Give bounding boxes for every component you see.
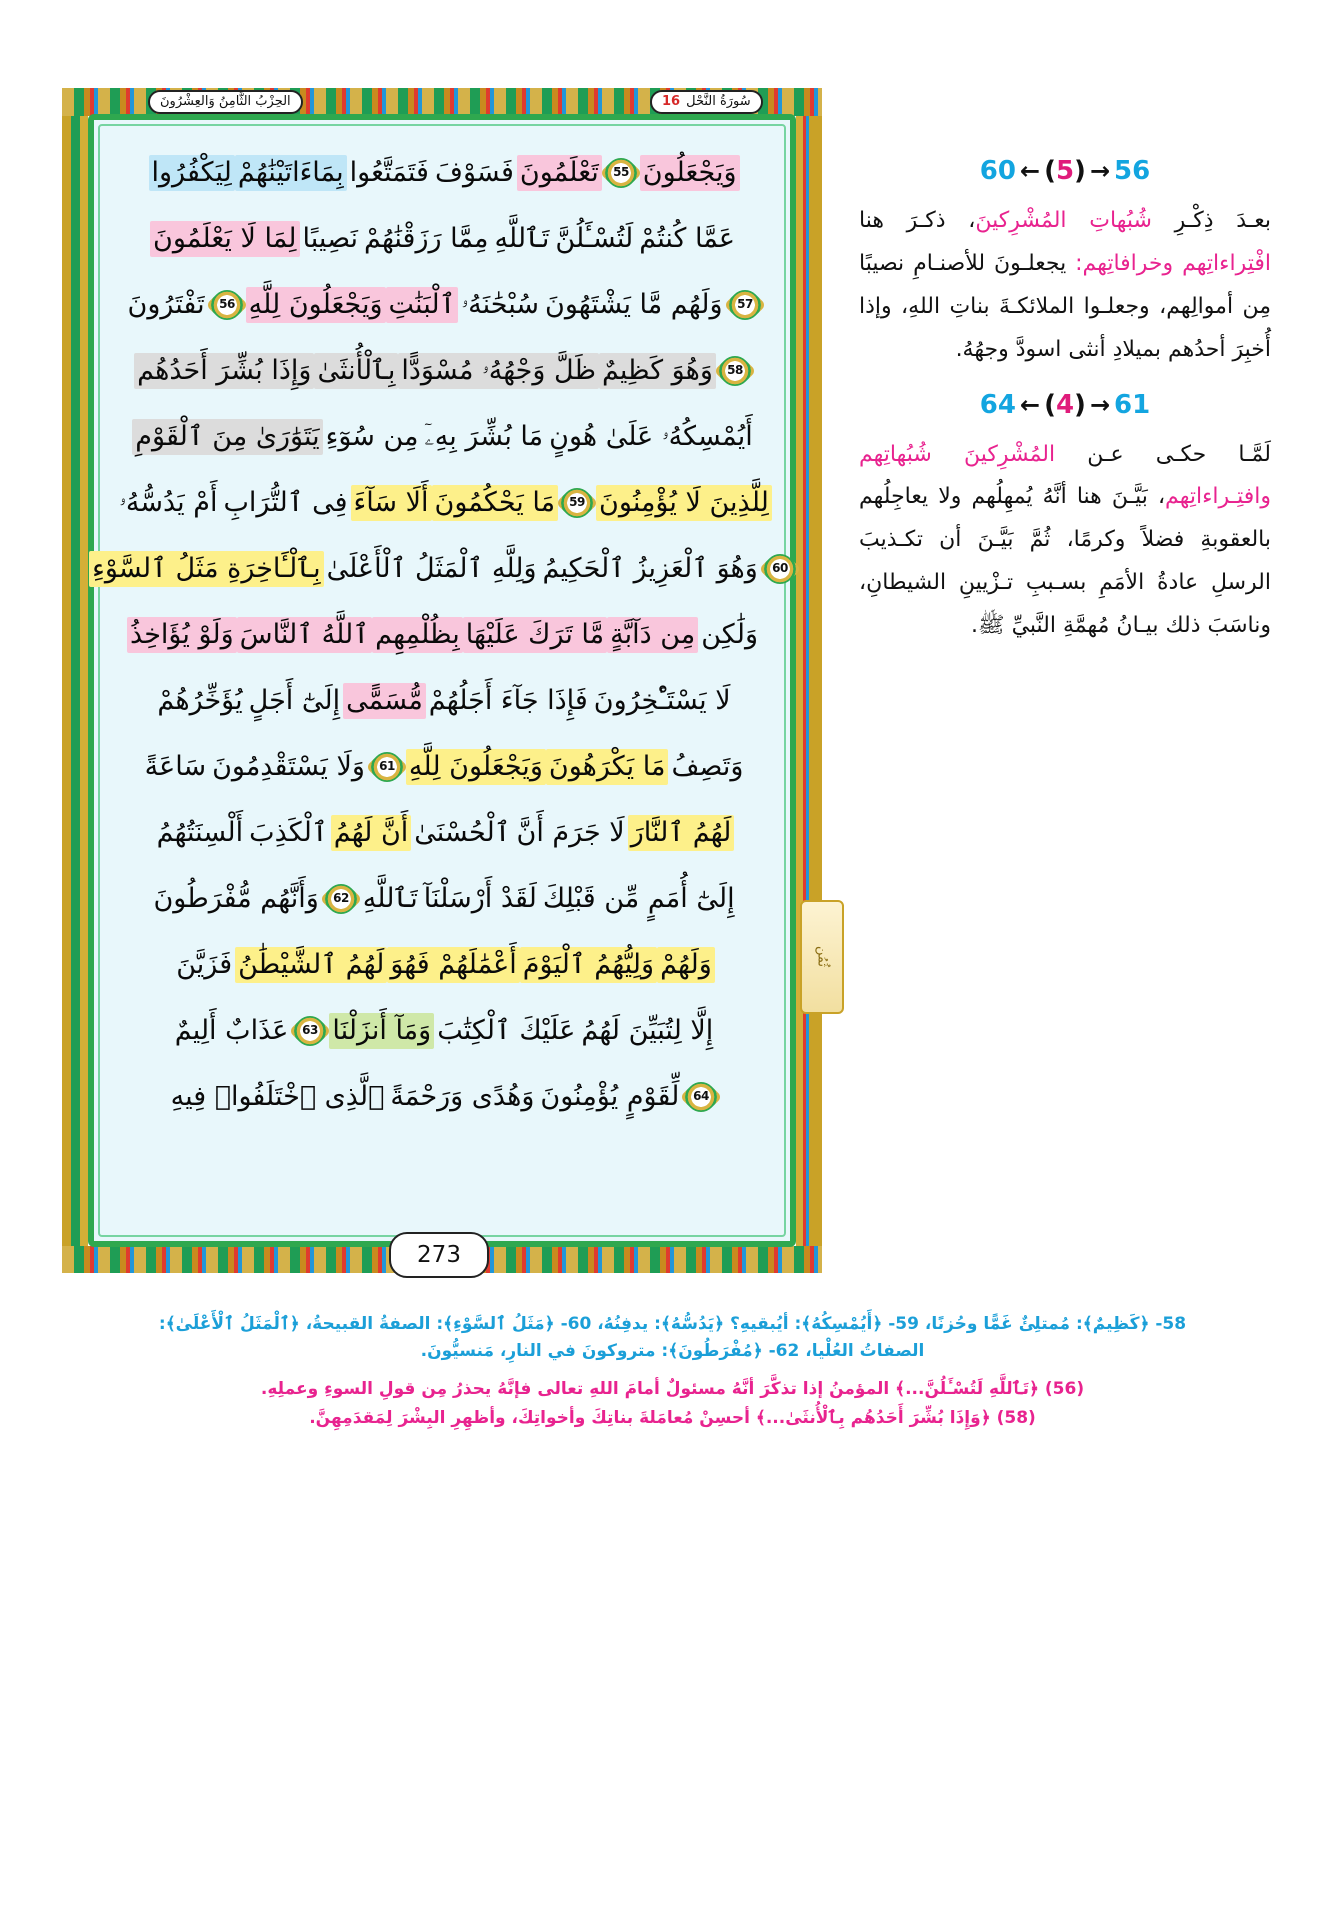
quran-segment: مِمَّا رَزَقْنَٰهُمْ bbox=[364, 223, 489, 255]
arrow-right-icon: → bbox=[1089, 390, 1111, 419]
quran-segment: لَا يَسْتَـْٔخِرُونَ bbox=[593, 685, 731, 717]
quran-segment: فَإِذَا جَآءَ أَجَلُهُمْ bbox=[428, 685, 588, 717]
quran-line bbox=[112, 470, 776, 536]
quran-segment: وَتَصِفُ bbox=[671, 751, 744, 783]
ayah-number-marker: 60 bbox=[759, 548, 801, 590]
quran-line bbox=[112, 338, 776, 404]
guidance-note-line: (56) ﴿تَٱللَّهِ لَتُسْـَٔلُنَّ...﴾ المؤمنُ إذا تذكَّرَ أنَّهُ مسئولٌ أمامَ اللهِ تعالى فإنَّهُ يحذرُ مِن قولِ السوءِ وعملِهِ. bbox=[260, 1379, 1085, 1400]
quran-line bbox=[112, 404, 776, 470]
range-from: 56 bbox=[1114, 156, 1151, 186]
quran-segment: عَلَيْكَ ٱلْكِتَٰبَ bbox=[437, 1015, 576, 1047]
quran-segment: تَٱللَّهِ bbox=[494, 223, 550, 255]
commentary-block bbox=[859, 156, 1271, 372]
quran-segment: بِٱلْـَٔاخِرَةِ مَثَلُ ٱلسَّوْءِ bbox=[89, 551, 323, 586]
commentary-text-run: ، ذكـرَ هنا bbox=[859, 208, 976, 233]
quran-line bbox=[112, 800, 776, 866]
quran-segment: عَمَّا كُنتُمْ bbox=[639, 223, 735, 255]
quran-segment: بِٱلْأُنثَىٰ bbox=[314, 353, 398, 388]
quran-segment: وَلَوْ يُؤَاخِذُ bbox=[127, 617, 237, 652]
quran-segment: مَا يَكْرَهُونَ bbox=[546, 749, 669, 784]
footnotes bbox=[60, 1300, 1285, 1433]
quran-segment: لَهُمُ ٱلشَّيْطَٰنُ bbox=[235, 947, 387, 982]
quran-line bbox=[112, 272, 776, 338]
quran-segment: عَذَابٌ أَلِيمٌ bbox=[174, 1015, 289, 1047]
commentary-paragraph bbox=[859, 200, 1271, 372]
ayah-range-indicator bbox=[859, 390, 1271, 420]
commentary-text-run: لَمَّـا حكـى عـن bbox=[1055, 441, 1271, 467]
ayah-number-marker: 59 bbox=[556, 482, 598, 524]
quran-segment: وَيَجْعَلُونَ لِلَّهِ bbox=[246, 287, 386, 322]
quran-segment: تَفْتَرُونَ bbox=[127, 289, 205, 321]
quran-segment: مَا يَحْكُمُونَ bbox=[432, 485, 559, 520]
ayah-number-marker: 58 bbox=[714, 350, 756, 392]
quran-segment: إِلَىٰٓ أُمَمٍ مِّن قَبْلِكَ bbox=[542, 883, 735, 915]
quran-line bbox=[112, 998, 776, 1064]
range-from: 61 bbox=[1114, 389, 1151, 420]
quran-segment: بِظُلْمِهِم bbox=[372, 617, 463, 652]
commentary-text-run: المُشْرِكينَ شُبُهاتِهم وافتِـراءاتِهم bbox=[859, 441, 1271, 510]
quran-segment: يُؤَخِّرُهُمْ bbox=[157, 685, 243, 717]
commentary-sidebar bbox=[845, 150, 1285, 1310]
surah-title bbox=[650, 90, 763, 114]
vocabulary-notes bbox=[60, 1311, 1285, 1365]
quran-line bbox=[112, 668, 776, 734]
quran-segment: وَلَهُمْ bbox=[657, 947, 715, 982]
quran-segment: ٱلَّذِى ٱخْتَلَفُوا۟ فِيهِ bbox=[170, 1081, 385, 1113]
quran-segment: تَٱللَّهِ bbox=[362, 883, 418, 915]
quran-segment: أَلَا سَآءَ bbox=[351, 485, 432, 520]
surah-number: 16 bbox=[662, 94, 681, 109]
quran-segment: سَاعَةً bbox=[144, 751, 207, 783]
quran-segment: مَّا تَرَكَ عَلَيْهَا bbox=[463, 617, 607, 652]
commentary-text-run: بعـدَ ذِكْـرِ bbox=[1151, 208, 1271, 233]
quran-segment: وَهُوَ كَظِيمٌ bbox=[599, 353, 716, 388]
commentary-text-run: ، بَيَّـنَ هنا أنَّهُ يُمهِلُهم ولا يعاجِلُهم بالعقوبةِ فضلاً وكرمًا، ثُمَّ بَيَّـنَ أن تكـذيبَ الرسلِ عادةُ الأمَمِ بسـببِ تـزْيينِ الشيطانِ، وناسَبَ ذلك بيـانُ مُهمَّةِ النَّبيِّ ﷺ. bbox=[859, 484, 1271, 639]
quran-segment: ٱلْكَذِبَ bbox=[249, 817, 328, 849]
quran-segment: لَقَدْ أَرْسَلْنَآ bbox=[423, 883, 537, 915]
quran-segment: نَصِيبًا bbox=[302, 223, 358, 255]
quran-segment: وَيَجْعَلُونَ bbox=[640, 155, 740, 190]
ayah-range-indicator bbox=[859, 156, 1271, 186]
commentary-text-run: شُبُهاتِ المُشْرِكينَ bbox=[975, 208, 1152, 233]
quran-segment: لَتُسْـَٔلُنَّ bbox=[555, 223, 634, 255]
quran-line bbox=[112, 866, 776, 932]
commentary-paragraph bbox=[859, 434, 1271, 648]
quran-segment: أَلْسِنَتُهُمُ bbox=[156, 817, 244, 849]
ayah-number-marker: 61 bbox=[366, 746, 408, 788]
quran-segment: تَعْلَمُونَ bbox=[517, 155, 602, 190]
quran-segment: أَعْمَٰلَهُمْ فَهُوَ bbox=[387, 947, 519, 982]
quran-segment: وَلَهُم مَّا يَشْتَهُونَ bbox=[544, 289, 723, 321]
quran-segment: وَلَٰكِن bbox=[701, 619, 758, 651]
quran-segment: وَهُدًى وَرَحْمَةً bbox=[390, 1081, 535, 1113]
quran-segment: أَنَّ لَهُمُ bbox=[331, 815, 412, 850]
ayah-number-marker: 56 bbox=[205, 284, 247, 326]
quran-segment: وَيَجْعَلُونَ لِلَّهِ bbox=[406, 749, 546, 784]
juz-label-text: الحِزْبُ الثَّامِنُ وَالعِشْرُونَ bbox=[160, 94, 291, 109]
guidance-note-line: (58) ﴿وَإِذَا بُشِّرَ أَحَدُهُم بِٱلْأُنثَىٰ...﴾ أحسِنْ مُعامَلةَ بناتِكَ وأخواتِكَ، وأظهِرِ البِشْرَ لِمَقدَمِهِنَّ. bbox=[309, 1408, 1036, 1429]
quran-segment: لَا جَرَمَ أَنَّ bbox=[516, 817, 625, 849]
quran-segment: وَلَا يَسْتَقْدِمُونَ bbox=[212, 751, 365, 783]
quran-segment: لِّقَوْمٍ يُؤْمِنُونَ bbox=[540, 1081, 680, 1113]
juz-label bbox=[148, 90, 303, 114]
quran-segment: يَتَوَٰرَىٰ مِنَ ٱلْقَوْمِ bbox=[132, 419, 322, 454]
quran-segment: مُّسَمًّى bbox=[343, 683, 426, 718]
commentary-block bbox=[859, 390, 1271, 648]
quran-line bbox=[112, 1064, 776, 1130]
quran-segment: ظَلَّ وَجْهُهُۥ مُسْوَدًّا bbox=[398, 353, 599, 388]
quran-segment: بِمَاءَاتَيْنَٰهُمْ bbox=[235, 155, 347, 190]
ayah-number-marker: 55 bbox=[600, 152, 642, 194]
arrow-left-icon: ← bbox=[1019, 157, 1041, 185]
quran-segment: مِن سُوٓءِ bbox=[325, 421, 419, 453]
quran-segment: وَإِذَا بُشِّرَ أَحَدُهُم bbox=[134, 353, 314, 388]
range-group: (5) bbox=[1044, 156, 1086, 186]
ayah-number-marker: 62 bbox=[320, 878, 362, 920]
quran-line bbox=[92, 536, 788, 602]
quran-segment: أَيُمْسِكُهُۥ عَلَىٰ هُونٍ bbox=[549, 421, 753, 453]
quran-segment: فَزَيَّنَ bbox=[176, 949, 233, 981]
quran-line bbox=[112, 140, 776, 206]
quran-segment: لِلَّذِينَ لَا يُؤْمِنُونَ bbox=[596, 485, 772, 520]
quran-segment: ٱلْحُسْنَىٰ bbox=[414, 817, 511, 849]
page-number-text: 273 bbox=[417, 1242, 461, 1268]
quran-segment: فَسَوْفَ bbox=[434, 157, 514, 189]
quran-segment: وَمَآ أَنزَلْنَا bbox=[329, 1013, 434, 1048]
vocabulary-note-line: 58- ﴿كَظِيمٌ﴾: مُمتلِئٌ غَمًّا وحُزنًا، 59- ﴿أَيُمْسِكُهُ﴾: أيُبقيهِ؟ ﴿يَدُسُّهُ﴾: يدفِنُهُ، 60- ﴿مَثَلُ ٱلسَّوْءِ﴾: الصفةُ القبيحةُ، ﴿ٱلْمَثَلُ ٱلْأَعْلَىٰ﴾: bbox=[158, 1314, 1187, 1334]
quran-segment: إِلَّا لِتُبَيِّنَ لَهُمُ bbox=[581, 1015, 714, 1047]
quran-line bbox=[112, 602, 776, 668]
range-to: 60 bbox=[979, 156, 1016, 186]
quran-segment: مِن دَآبَّةٍ bbox=[607, 617, 698, 652]
ayah-number-marker: 63 bbox=[289, 1010, 331, 1052]
commentary-text-run: افْتِراءاتِهم وخرافاتِهم: bbox=[1075, 250, 1271, 276]
quran-segment: أَمْ يَدُسُّهُۥ bbox=[119, 487, 218, 519]
quran-segment: وَهُوَ ٱلْعَزِيزُ ٱلْحَكِيمُ bbox=[542, 553, 758, 585]
quran-segment: لَهُمُ ٱلنَّارَ bbox=[628, 815, 735, 850]
quran-segment: ٱلْبَنَٰتِ bbox=[386, 287, 459, 322]
page-number bbox=[389, 1232, 489, 1278]
ayah-number-marker: 64 bbox=[680, 1076, 722, 1118]
arrow-right-icon: → bbox=[1089, 157, 1111, 185]
quran-segment: وَلِلَّهِ ٱلْمَثَلُ ٱلْأَعْلَىٰ bbox=[326, 553, 537, 585]
quran-segment: وَأَنَّهُم مُّفْرَطُونَ bbox=[153, 883, 319, 915]
quran-segment: ٱللَّهُ ٱلنَّاسَ bbox=[237, 617, 372, 652]
range-to: 64 bbox=[979, 389, 1016, 420]
quran-segment: لِمَا لَا يَعْلَمُونَ bbox=[150, 221, 300, 256]
quran-segment: فِى ٱلتُّرَابِ bbox=[223, 487, 348, 519]
quran-line bbox=[112, 734, 776, 800]
range-group: (4) bbox=[1044, 389, 1086, 420]
quran-segment: مَا بُشِّرَ بِهِۦٓ bbox=[424, 421, 544, 453]
quran-text-lines bbox=[92, 132, 788, 1230]
vocabulary-note-line: الصفاتُ العُلْيا، 62- ﴿مُفْرَطُونَ﴾: متروكونَ في النارِ، مَنسيُّونَ. bbox=[420, 1341, 925, 1362]
ayah-number-marker: 57 bbox=[723, 284, 765, 326]
quran-segment: لِيَكْفُرُوا bbox=[149, 155, 235, 190]
quran-segment: وَلِيُّهُمُ ٱلْيَوْمَ bbox=[520, 947, 657, 982]
quran-segment: سُبْحَٰنَهُۥ bbox=[461, 289, 539, 321]
arrow-left-icon: ← bbox=[1019, 390, 1041, 419]
commentary-text-run: يجعلـونَ للأصنـامِ نصيبًا مِن أموالِهم، وجعلـوا الملائكـةَ بناتِ اللهِ، وإذا أُخبِرَ أحدُهم بميلادِ أنثى اسودَّ وجهُهُ. bbox=[859, 250, 1271, 362]
quran-line bbox=[112, 206, 776, 272]
surah-title-text: سُورَةُ النَّحْل bbox=[686, 94, 751, 109]
quran-segment: فَتَمَتَّعُوا bbox=[349, 157, 429, 189]
hizb-marker-text: ثُمُن bbox=[814, 946, 830, 968]
guidance-notes bbox=[60, 1375, 1285, 1433]
quran-segment: إِلَىٰٓ أَجَلٍ bbox=[248, 685, 341, 717]
quran-line bbox=[112, 932, 776, 998]
hizb-marker bbox=[800, 900, 844, 1014]
